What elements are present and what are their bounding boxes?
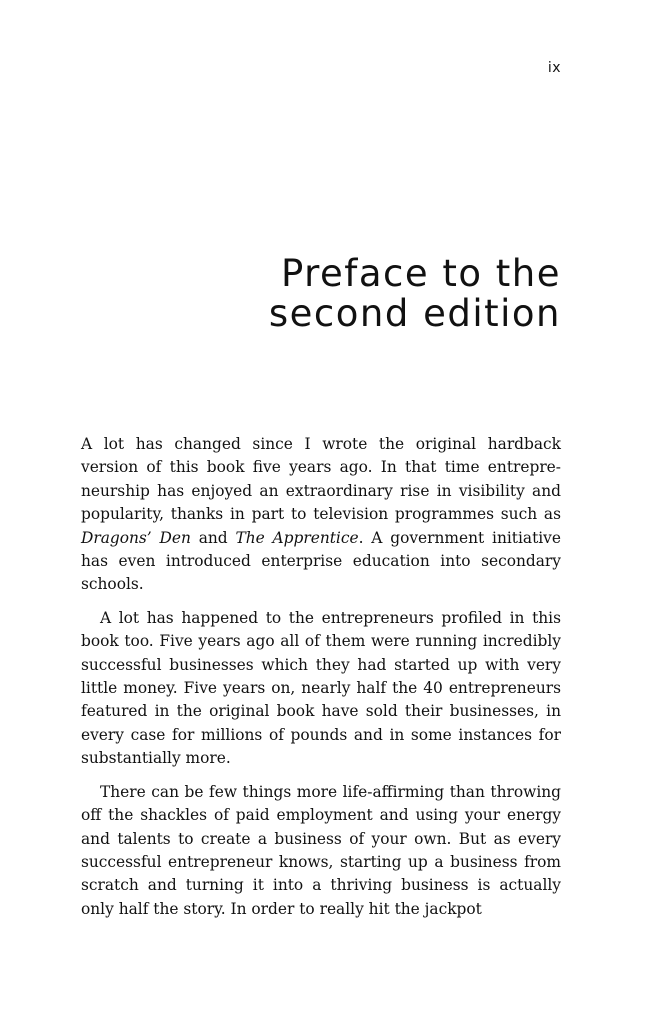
paragraph-text-run: A lot has happened to the entrepreneurs profiled in this book too. Five years ago all of them were running incredibly successful businesses which they had started up with very little money. Five years on, nearly half the 40 entrepreneurs featured in the original book have sold their businesses, in every case for millions of pounds and in some instances for substantially more. [81, 608, 561, 768]
body-text [81, 433, 561, 931]
chapter-title-line-2: second edition [268, 292, 561, 335]
paragraph-3 [81, 781, 561, 921]
paragraph-text-run: . A government initiative has even introduced enterprise education into secondary schools. [81, 528, 561, 594]
chapter-title-line-1: Preface to the [280, 252, 561, 295]
page-number: ix [547, 60, 561, 76]
chapter-title [141, 254, 561, 334]
paragraph-text-run: A lot has changed since I wrote the original hardback version of this book five years ago. In that time entrepreneurship has enjoyed an extraordinary rise in visibility and popularity, thanks in part to television programmes such as [81, 435, 561, 524]
paragraph-1 [81, 433, 561, 597]
paragraph-2 [81, 607, 561, 771]
italic-title-text: Dragons’ Den [81, 528, 191, 547]
paragraph-text-run: There can be few things more life-affirming than throwing off the shackles of paid employment and using your energy and talents to create a business of your own. But as every successful entrepreneur knows, starting up a business from scratch and turning it into a thriving business is actually only half the story. In order to really hit the jackpot [81, 782, 561, 918]
paragraph-text-run: and [190, 528, 236, 547]
italic-title-text: The Apprentice [235, 528, 359, 547]
